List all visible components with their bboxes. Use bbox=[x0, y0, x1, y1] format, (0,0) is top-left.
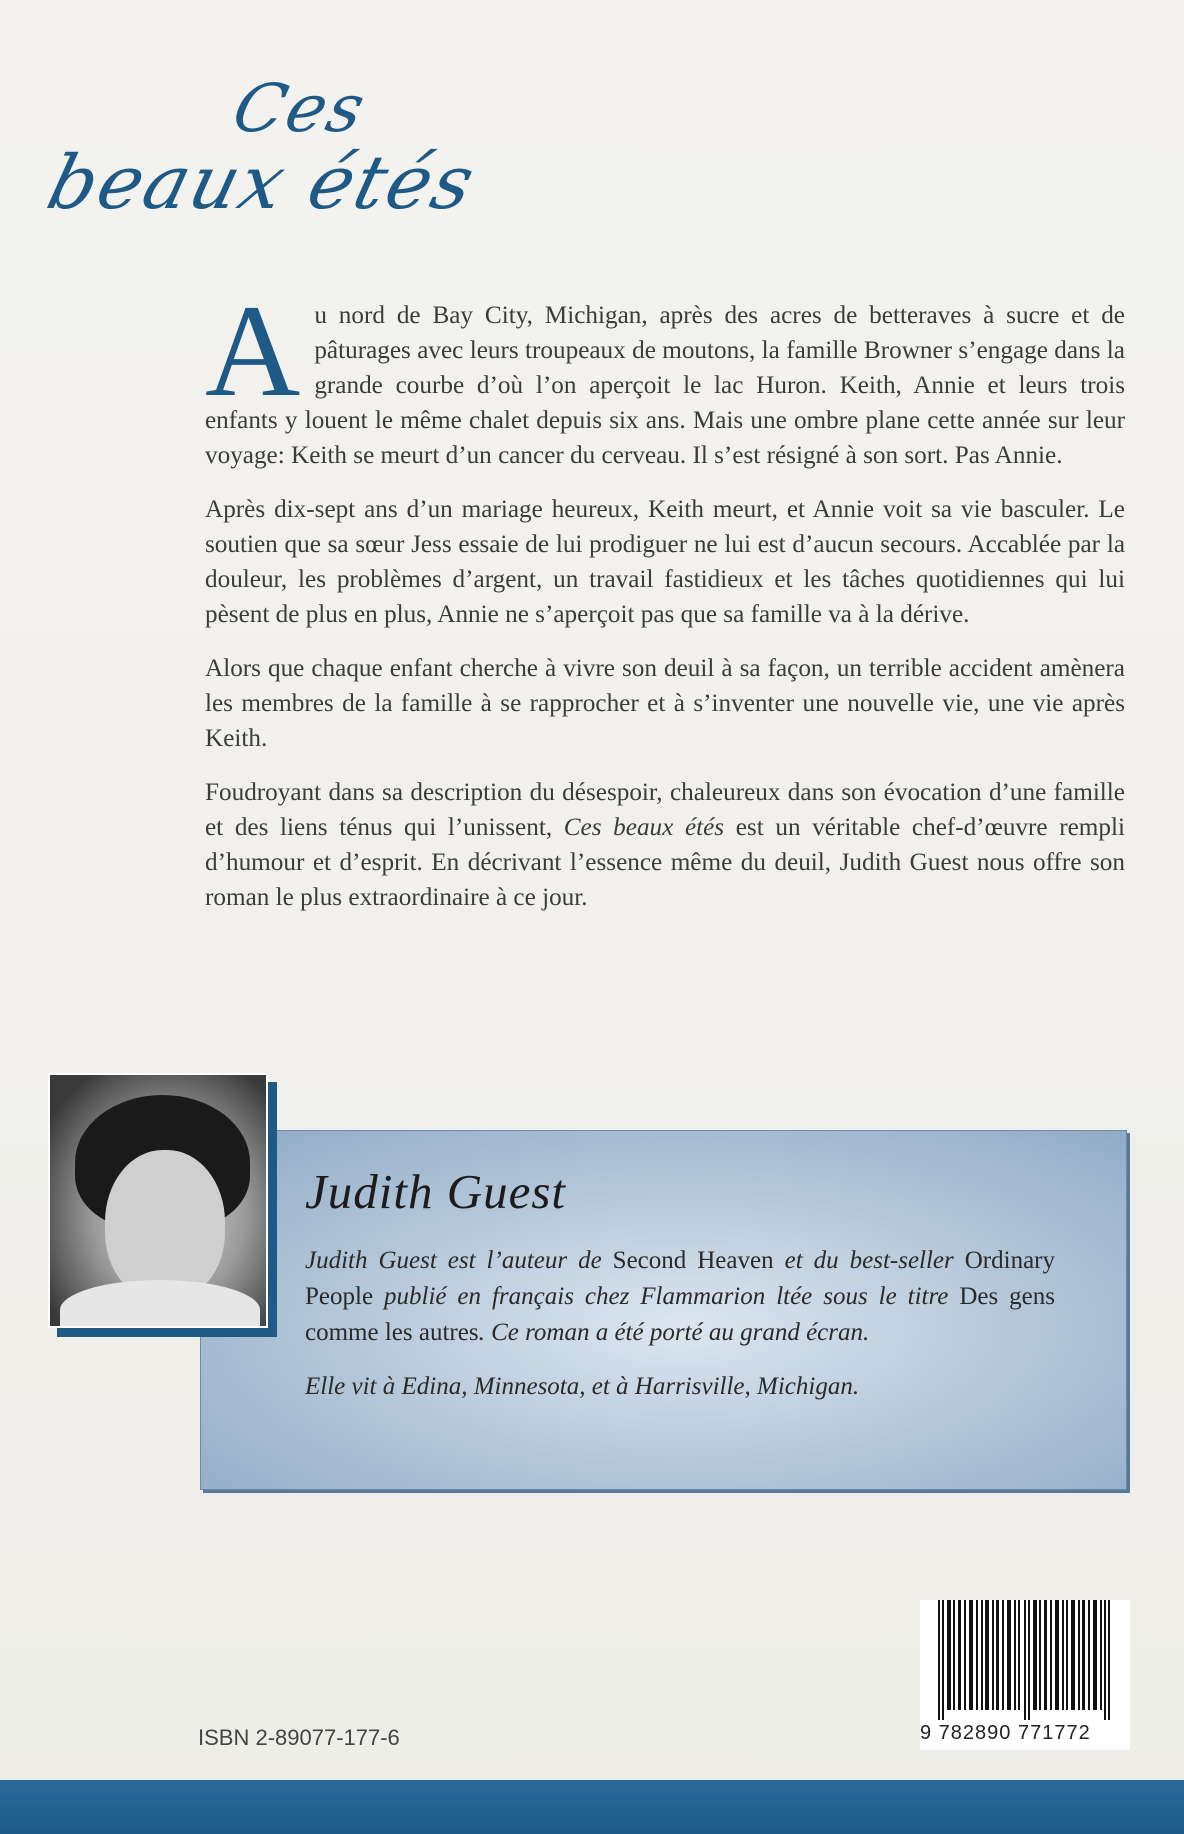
barcode bbox=[920, 1600, 1130, 1750]
synopsis-text-4a: Foudroyant dans sa description du désespoir, chaleureux dans son évocation d’une famille et des liens ténus qui l’unissent, bbox=[205, 779, 1125, 841]
author-photo bbox=[48, 1073, 268, 1328]
book-title-inline: Ces beaux étés bbox=[563, 814, 725, 841]
author-name: Judith Guest bbox=[305, 1164, 567, 1219]
isbn: ISBN 2-89077-177-6 bbox=[198, 1725, 400, 1750]
synopsis-paragraph-3: Alors que chaque enfant cherche à vivre son deuil à sa façon, un terrible accident amènera les membres de la famille à se rapprocher et à s’inventer une nouvelle vie, une vie après Keith. bbox=[205, 655, 1125, 752]
barcode-bars bbox=[938, 1600, 1118, 1720]
synopsis-text-4b: est un véritable chef-d’œuvre rempli d’humour et d’esprit. En décrivant l’essence même du deuil, Judith Guest nous offre son roman le plus extraordinaire à ce jour. bbox=[205, 814, 1125, 911]
title-line-2: beaux étés bbox=[39, 140, 485, 226]
bottom-color-band bbox=[0, 1780, 1184, 1834]
book-title bbox=[39, 70, 610, 240]
synopsis-text-1: u nord de Bay City, Michigan, après des acres de betteraves à sucre et de pâturages avec leurs troupeaux de moutons, la famille Browner s’engage dans la grande courbe d’où l’on aperçoit le lac Huron. Keith, Annie et leurs trois enfants y louent le même chalet depuis six ans. Mais une ombre plane cette année sur leur voyage: Keith se meurt d’un cancer du cerveau. Il s’est résigné à son sort. Pas Annie. bbox=[205, 302, 1125, 469]
synopsis-paragraph-4 bbox=[205, 775, 1125, 915]
title-line-1: Ces bbox=[225, 70, 375, 147]
synopsis-paragraph-1 bbox=[205, 277, 1125, 473]
author-bio bbox=[305, 1243, 1055, 1423]
synopsis bbox=[205, 277, 1125, 934]
author-residence: Elle vit à Edina, Minnesota, et à Harrisville, Michigan. bbox=[305, 1373, 860, 1400]
author-bio-paragraph: Judith Guest est l’auteur de Second Heaven et du best-seller Ordinary People publié en français chez Flammarion ltée sous le titre Des gens comme les autres. Ce roman a été porté au grand écran. bbox=[305, 1247, 1055, 1346]
drop-cap: A bbox=[205, 277, 301, 424]
synopsis-paragraph-2: Après dix-sept ans d’un mariage heureux, Keith meurt, et Annie voit sa vie basculer. Le soutien que sa sœur Jess essaie de lui prodiguer ne lui est d’aucun secours. Accablée par la douleur, les problèmes d’argent, un travail fastidieux et les tâches quotidiennes qui lui pèsent de plus en plus, Annie ne s’aperçoit pas que sa famille va à la dérive. bbox=[205, 496, 1125, 628]
barcode-digits: 9 782890 771772 bbox=[920, 1722, 1091, 1744]
